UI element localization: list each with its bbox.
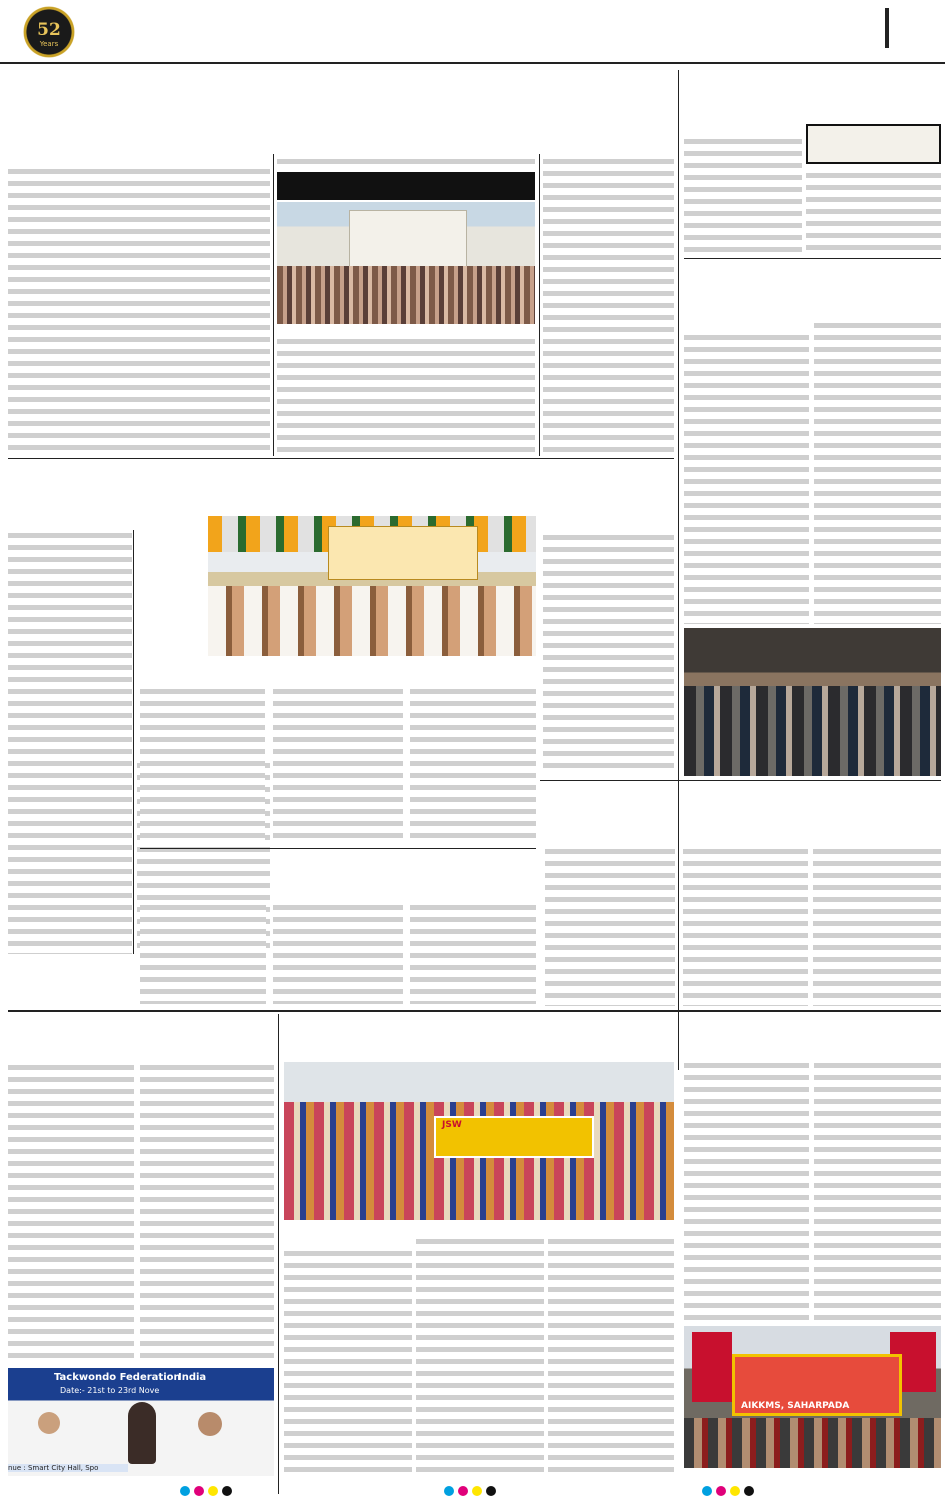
plant-protest-banner-text: AIKKMS, SAHARPADA xyxy=(741,1401,850,1411)
reg-mark-yellow-2 xyxy=(472,1486,482,1496)
reg-mark-magenta-3 xyxy=(716,1486,726,1496)
main-col-2 xyxy=(277,156,535,170)
sports-school-col xyxy=(8,530,132,954)
steel-plant-col-3 xyxy=(548,1236,674,1476)
atmanirbhar-col-2 xyxy=(273,686,403,844)
steel-plant-banner-brand: JSW xyxy=(442,1120,462,1130)
steel-plant-col-2 xyxy=(416,1236,544,1476)
main-col-4 xyxy=(277,336,535,454)
telephone-headline xyxy=(684,70,941,120)
reg-mark-cyan xyxy=(180,1486,190,1496)
steel-plant-headline xyxy=(284,1018,674,1058)
hospital-photo xyxy=(277,202,535,324)
taekwondo-poster-title-right: India xyxy=(178,1372,207,1383)
badge-number: 52 xyxy=(37,20,61,40)
road-demand-col-2 xyxy=(273,902,403,1004)
taekwondo-col-1 xyxy=(8,1062,134,1362)
registration-strip xyxy=(0,1484,945,1497)
atmanirbhar-photo xyxy=(208,516,536,656)
taekwondo-poster-title: Tackwondo Federation xyxy=(54,1372,181,1383)
collector-visit-photo xyxy=(684,628,941,776)
bus-accident-headline-line2 xyxy=(543,490,674,518)
masthead xyxy=(0,0,945,62)
sub-registrar-headline xyxy=(545,786,941,826)
bus-accident-headline-line1 xyxy=(543,462,674,490)
plant-protest-photo xyxy=(684,1326,941,1468)
sub-registrar-col-2 xyxy=(683,846,808,1006)
taekwondo-headline xyxy=(8,1018,274,1048)
page-number-divider xyxy=(885,8,889,48)
main-col-1 xyxy=(8,166,270,454)
taekwondo-poster-dates: Date:- 21st to 23rd Nove xyxy=(60,1386,160,1395)
reg-mark-yellow xyxy=(208,1486,218,1496)
collector-visit-subheadline xyxy=(684,294,941,318)
plant-protest-col-2 xyxy=(814,1060,941,1322)
bus-accident-col xyxy=(543,532,674,772)
reg-mark-black-3 xyxy=(744,1486,754,1496)
main-headline xyxy=(8,70,668,148)
atmanirbhar-col-1 xyxy=(140,686,265,844)
steel-plant-banner xyxy=(434,1116,594,1158)
reg-mark-cyan-2 xyxy=(444,1486,454,1496)
telephone-kicker-box xyxy=(806,124,941,164)
telephone-col-1 xyxy=(684,136,802,254)
atmanirbhar-col-3 xyxy=(410,686,536,844)
steel-plant-col-1 xyxy=(284,1248,412,1476)
anniversary-badge xyxy=(20,4,78,60)
telephone-col-2 xyxy=(806,170,941,254)
reg-mark-black-2 xyxy=(486,1486,496,1496)
atmanirbhar-headline xyxy=(140,462,534,514)
sub-registrar-col-1 xyxy=(545,846,675,1006)
sub-registrar-col-3 xyxy=(813,846,941,1006)
reg-mark-magenta xyxy=(194,1486,204,1496)
collector-visit-col-2 xyxy=(814,320,941,624)
main-col-3 xyxy=(543,156,674,454)
plant-protest-banner xyxy=(732,1354,902,1416)
reg-mark-magenta-2 xyxy=(458,1486,468,1496)
plant-protest-col-1 xyxy=(684,1060,809,1322)
reg-mark-black xyxy=(222,1486,232,1496)
road-demand-col-1 xyxy=(140,902,266,1004)
main-inset-banner xyxy=(277,172,535,200)
taekwondo-photo xyxy=(8,1368,274,1476)
reg-mark-cyan-3 xyxy=(702,1486,712,1496)
badge-label: Years xyxy=(39,40,59,48)
road-demand-col-3 xyxy=(410,902,536,1004)
reg-mark-yellow-3 xyxy=(730,1486,740,1496)
steel-plant-photo xyxy=(284,1062,674,1220)
road-demand-headline xyxy=(140,852,536,888)
taekwondo-poster-venue: nue : Smart City Hall, Spo xyxy=(8,1464,128,1472)
plant-protest-headline xyxy=(684,1018,941,1044)
taekwondo-col-2 xyxy=(140,1062,274,1362)
collector-visit-headline xyxy=(684,262,941,292)
masthead-rule xyxy=(0,62,945,64)
collector-visit-col-1 xyxy=(684,332,809,624)
